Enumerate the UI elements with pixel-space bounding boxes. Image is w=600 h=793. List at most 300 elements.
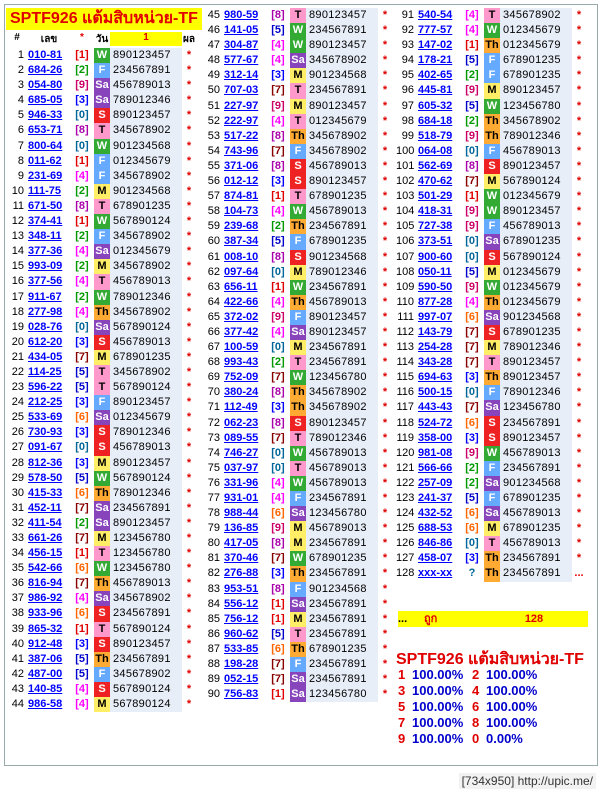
result-mark: * xyxy=(382,446,388,459)
table-row xyxy=(202,521,392,536)
digit-badge: [5] xyxy=(465,99,479,112)
table-row xyxy=(396,219,586,234)
lot-number-link[interactable]: 112-49 xyxy=(224,401,258,414)
row-number: 55 xyxy=(207,159,220,172)
day-badge: M xyxy=(290,265,306,280)
digit-badge: [2] xyxy=(75,184,89,197)
number-set: 012345679 xyxy=(500,265,572,280)
lot-number-link[interactable]: 387-34 xyxy=(224,235,259,248)
number-set: 567890124 xyxy=(500,174,572,189)
stat-key: 1 xyxy=(398,667,406,682)
table-row xyxy=(6,93,196,108)
lot-number-link[interactable]: 374-41 xyxy=(28,215,63,228)
lot-number-link[interactable]: 653-71 xyxy=(28,124,63,137)
lot-number-link[interactable]: 348-11 xyxy=(28,230,62,243)
lot-number-link[interactable]: 756-12 xyxy=(224,612,259,625)
day-badge: M xyxy=(290,68,306,83)
table-row xyxy=(396,461,586,476)
day-badge: W xyxy=(290,280,306,295)
lot-number-link[interactable]: 028-76 xyxy=(28,320,63,333)
table-row xyxy=(6,561,196,576)
digit-badge: [3] xyxy=(271,175,285,188)
digit-badge: [3] xyxy=(271,401,285,414)
day-badge: Sa xyxy=(484,506,500,521)
result-mark: * xyxy=(186,441,192,454)
result-mark: * xyxy=(576,24,582,37)
table-row xyxy=(202,204,392,219)
table-row xyxy=(202,8,392,23)
day-badge: T xyxy=(94,123,110,138)
day-badge: M xyxy=(94,259,110,274)
result-mark: * xyxy=(576,461,582,474)
lot-number-link[interactable]: 432-52 xyxy=(418,507,453,520)
lot-number-link[interactable]: 370-46 xyxy=(224,552,259,565)
number-set: 345678902 xyxy=(306,53,378,68)
digit-badge: [4] xyxy=(465,295,479,308)
table-row xyxy=(396,265,586,280)
table-row xyxy=(396,204,586,219)
lot-number-link[interactable]: 707-03 xyxy=(224,84,259,97)
day-badge: Th xyxy=(290,642,306,657)
lot-number-link[interactable]: 933-96 xyxy=(28,607,63,620)
row-number: 105 xyxy=(396,220,415,233)
digit-badge: [1] xyxy=(465,190,479,203)
table-row xyxy=(396,536,586,551)
lot-number-link[interactable]: 980-59 xyxy=(224,9,259,21)
digit-badge: [5] xyxy=(75,652,89,665)
row-number: 75 xyxy=(207,461,220,474)
digit-badge: [5] xyxy=(271,24,285,37)
row-number: 56 xyxy=(207,175,220,188)
row-number: 37 xyxy=(11,592,24,605)
lot-number-link[interactable]: xxx-xx xyxy=(418,567,453,580)
lot-number-link[interactable]: 411-54 xyxy=(28,516,62,529)
row-number: 27 xyxy=(11,441,24,454)
day-badge: T xyxy=(290,8,306,23)
lot-number-link[interactable]: 222-97 xyxy=(224,114,259,127)
lot-number-link[interactable]: 227-97 xyxy=(224,99,259,112)
day-badge: Sa xyxy=(484,476,500,491)
lot-number-link[interactable]: 458-07 xyxy=(418,552,453,565)
result-mark: * xyxy=(186,682,192,695)
lot-number-link[interactable]: 147-02 xyxy=(418,39,453,52)
lot-number-link[interactable]: 276-88 xyxy=(224,567,259,580)
lot-number-link[interactable]: 114-25 xyxy=(28,365,62,378)
number-set: 234567891 xyxy=(306,280,378,295)
number-set: 234567891 xyxy=(306,597,378,612)
lot-number-link[interactable]: 988-44 xyxy=(224,507,259,520)
row-number: 124 xyxy=(396,507,415,520)
lot-number-link[interactable]: 331-96 xyxy=(224,476,259,489)
lot-number-link[interactable]: 010-81 xyxy=(28,49,63,61)
lot-number-link[interactable]: 443-43 xyxy=(418,401,453,414)
digit-badge: [3] xyxy=(75,335,89,348)
day-badge: Th xyxy=(290,295,306,310)
number-set: 890123457 xyxy=(110,395,182,410)
lot-number-link[interactable]: 816-94 xyxy=(28,577,63,590)
lot-number-link[interactable]: 062-23 xyxy=(224,416,259,429)
result-mark: * xyxy=(382,39,388,52)
result-mark: * xyxy=(186,471,192,484)
lot-number-link[interactable]: 100-59 xyxy=(224,341,259,354)
lot-number-link[interactable]: 239-68 xyxy=(224,220,259,233)
lot-number-link[interactable]: 577-67 xyxy=(224,54,259,67)
number-set: 456789013 xyxy=(500,506,572,521)
number-set: 123456780 xyxy=(306,506,378,521)
number-set: 678901235 xyxy=(306,189,378,204)
table-row xyxy=(202,627,392,642)
lot-number-link[interactable]: 418-31 xyxy=(418,205,453,218)
day-badge: T xyxy=(484,8,500,23)
result-mark: * xyxy=(576,295,582,308)
lot-number-link[interactable]: 612-20 xyxy=(28,335,63,348)
lot-number-link[interactable]: 986-58 xyxy=(28,698,63,711)
number-set: 890123457 xyxy=(110,456,182,471)
row-number: 48 xyxy=(207,54,220,67)
lot-number-link[interactable]: 800-64 xyxy=(28,139,63,152)
lot-number-link[interactable]: 746-27 xyxy=(224,446,259,459)
digit-badge: [7] xyxy=(465,175,479,188)
day-badge: M xyxy=(290,99,306,114)
result-mark: * xyxy=(186,260,192,273)
lot-number-link[interactable]: 501-29 xyxy=(418,190,453,203)
row-number: 29 xyxy=(11,471,24,484)
row-number: 85 xyxy=(207,612,220,625)
lot-number-link[interactable]: 684-26 xyxy=(28,64,63,77)
table-row xyxy=(396,234,586,249)
lot-number-link[interactable]: 312-14 xyxy=(224,69,259,82)
day-badge: F xyxy=(94,229,110,244)
number-set: 012345679 xyxy=(110,244,182,259)
digit-badge: [3] xyxy=(465,552,479,565)
table-row xyxy=(6,637,196,652)
row-number: 39 xyxy=(11,622,24,635)
lot-number-link[interactable]: 562-69 xyxy=(418,159,453,172)
row-number: 90 xyxy=(207,688,220,701)
result-mark: * xyxy=(382,537,388,550)
lot-number-link[interactable]: 254-28 xyxy=(418,341,453,354)
number-set: 678901235 xyxy=(306,551,378,566)
lot-number-link[interactable]: 445-81 xyxy=(418,84,453,97)
result-mark: * xyxy=(576,507,582,520)
lot-number-link[interactable]: 812-36 xyxy=(28,456,63,469)
number-set: 890123457 xyxy=(110,48,182,63)
row-number: 92 xyxy=(401,24,414,37)
lot-number-link[interactable]: 011-62 xyxy=(28,154,62,167)
digit-badge: [1] xyxy=(271,597,285,610)
lot-number-link[interactable]: 960-62 xyxy=(224,627,259,640)
lot-number-link[interactable]: 372-02 xyxy=(224,310,259,323)
lot-number-link[interactable]: 533-69 xyxy=(28,411,63,424)
lot-number-link[interactable]: 415-33 xyxy=(28,486,63,499)
result-mark: * xyxy=(576,190,582,203)
lot-number-link[interactable]: 178-21 xyxy=(418,54,453,67)
row-number: 69 xyxy=(207,371,220,384)
row-number: 13 xyxy=(11,230,24,243)
number-set: 234567891 xyxy=(306,536,378,551)
table-row xyxy=(396,114,586,129)
lot-number-link[interactable]: 542-66 xyxy=(28,562,63,575)
number-set: 234567891 xyxy=(306,355,378,370)
table-row xyxy=(202,506,392,521)
day-badge: M xyxy=(290,521,306,536)
row-number: 1 xyxy=(17,49,24,61)
digit-badge: [2] xyxy=(75,516,89,529)
row-number: 20 xyxy=(11,335,24,348)
digit-badge: [3] xyxy=(75,426,89,439)
row-number: 30 xyxy=(11,486,24,499)
lot-number-link[interactable]: 380-24 xyxy=(224,386,259,399)
number-set: 678901235 xyxy=(500,234,572,249)
lot-number-link[interactable]: 422-66 xyxy=(224,295,259,308)
row-number: 53 xyxy=(207,129,220,142)
lot-number-link[interactable]: 518-79 xyxy=(418,129,453,142)
row-number: 111 xyxy=(397,310,414,323)
day-badge: Th xyxy=(484,566,500,581)
lot-number-link[interactable]: 470-62 xyxy=(418,175,453,188)
day-badge: Th xyxy=(484,295,500,310)
lot-number-link[interactable]: 931-01 xyxy=(224,492,259,504)
lot-number-link[interactable]: 846-86 xyxy=(418,537,453,550)
number-set: 345678902 xyxy=(110,667,182,682)
lot-number-link[interactable]: 343-28 xyxy=(418,356,453,369)
row-number: 24 xyxy=(11,396,24,409)
lot-number-link[interactable]: 371-06 xyxy=(224,159,259,172)
result-mark: * xyxy=(576,325,582,338)
day-badge: Th xyxy=(484,551,500,566)
header-star: * xyxy=(80,32,84,43)
row-number: 77 xyxy=(207,492,220,504)
lot-number-link[interactable]: 373-51 xyxy=(418,235,453,248)
table-row xyxy=(396,370,586,385)
lot-number-link[interactable]: 911-67 xyxy=(28,290,62,303)
lot-number-link[interactable]: 136-85 xyxy=(224,522,259,535)
day-badge: F xyxy=(484,219,500,234)
stat-key: 0 xyxy=(472,731,480,746)
lot-number-link[interactable]: 756-83 xyxy=(224,688,259,701)
digit-badge: [6] xyxy=(465,507,479,520)
number-set: 234567891 xyxy=(110,652,182,667)
lot-number-link[interactable]: 402-65 xyxy=(418,69,453,82)
lot-number-link[interactable]: 684-18 xyxy=(418,114,453,127)
table-row xyxy=(6,78,196,93)
table-row xyxy=(202,461,392,476)
lot-number-link[interactable]: 304-87 xyxy=(224,39,259,52)
table-row xyxy=(202,129,392,144)
lot-number-link[interactable]: 993-43 xyxy=(224,356,259,369)
number-set: 456789013 xyxy=(306,159,378,174)
table-row xyxy=(396,416,586,431)
lot-number-link[interactable]: 104-73 xyxy=(224,205,259,218)
digit-badge: [0] xyxy=(271,265,285,278)
digit-badge: [6] xyxy=(465,310,479,323)
row-number: 45 xyxy=(207,9,220,21)
lot-number-link[interactable]: 452-11 xyxy=(28,501,62,514)
row-number: 50 xyxy=(207,84,220,97)
result-mark: * xyxy=(186,245,192,258)
lot-number-link[interactable]: 596-22 xyxy=(28,381,63,394)
lot-number-link[interactable]: 953-51 xyxy=(224,582,259,595)
table-row xyxy=(396,340,586,355)
table-row xyxy=(202,431,392,446)
lot-number-link[interactable]: 417-05 xyxy=(224,537,259,550)
lot-number-link[interactable]: 566-66 xyxy=(418,461,453,474)
day-badge: Sa xyxy=(94,501,110,516)
lot-number-link[interactable]: 517-22 xyxy=(224,129,259,142)
lot-number-link[interactable]: 986-92 xyxy=(28,592,63,605)
digit-badge: [3] xyxy=(271,567,285,580)
number-set: 890123457 xyxy=(306,325,378,340)
lot-number-link[interactable]: 487-00 xyxy=(28,667,63,680)
lot-number-link[interactable]: 688-53 xyxy=(418,522,453,535)
lot-number-link[interactable]: 656-11 xyxy=(224,280,258,293)
lot-number-link[interactable]: 540-54 xyxy=(418,9,453,21)
lot-number-link[interactable]: 981-08 xyxy=(418,446,453,459)
lot-number-link[interactable]: 358-00 xyxy=(418,431,453,444)
lot-number-link[interactable]: 064-08 xyxy=(418,144,453,157)
lot-number-link[interactable]: 052-15 xyxy=(224,673,259,686)
lot-number-link[interactable]: 008-10 xyxy=(224,250,259,263)
lot-number-link[interactable]: 874-81 xyxy=(224,190,259,203)
lot-number-link[interactable]: 500-15 xyxy=(418,386,453,399)
lot-number-link[interactable]: 377-56 xyxy=(28,275,63,288)
lot-number-link[interactable]: 777-57 xyxy=(418,24,453,37)
row-number: 57 xyxy=(207,190,220,203)
lot-number-link[interactable]: 198-28 xyxy=(224,658,259,671)
row-number: 28 xyxy=(11,456,24,469)
header-one: 1 xyxy=(110,32,182,46)
digit-badge: [3] xyxy=(465,431,479,444)
lot-number-link[interactable]: 997-07 xyxy=(418,310,453,323)
result-mark: * xyxy=(186,169,192,182)
table-row xyxy=(202,38,392,53)
lot-number-link[interactable]: 685-05 xyxy=(28,94,63,107)
day-badge: F xyxy=(94,395,110,410)
header-result: ผล xyxy=(183,34,195,45)
lot-number-link[interactable]: 661-26 xyxy=(28,532,63,544)
table-row xyxy=(6,606,196,621)
header-lot: เลข xyxy=(40,34,58,45)
lot-number-link[interactable]: 241-37 xyxy=(418,492,453,504)
lot-number-link[interactable]: 671-50 xyxy=(28,199,63,212)
day-badge: S xyxy=(94,606,110,621)
lot-number-link[interactable]: 257-09 xyxy=(418,476,453,489)
lot-number-link[interactable]: 900-60 xyxy=(418,250,453,263)
digit-badge: [9] xyxy=(271,99,285,112)
digit-badge: [8] xyxy=(271,537,285,550)
lot-number-link[interactable]: 605-32 xyxy=(418,99,453,112)
lot-number-link[interactable]: 694-63 xyxy=(418,371,453,384)
digit-badge: [3] xyxy=(465,371,479,384)
row-number: 108 xyxy=(396,265,415,278)
digit-badge: [8] xyxy=(271,416,285,429)
stat-value: 100.00% xyxy=(486,667,538,682)
day-badge: M xyxy=(94,456,110,471)
result-mark: * xyxy=(186,350,192,363)
lot-number-link[interactable]: 140-85 xyxy=(28,682,63,695)
number-set: 890123457 xyxy=(306,38,378,53)
result-mark: * xyxy=(186,667,192,680)
lot-number-link[interactable]: 578-50 xyxy=(28,471,63,484)
number-set: 890123457 xyxy=(306,174,378,189)
lot-number-link[interactable]: 912-48 xyxy=(28,637,63,650)
result-mark: * xyxy=(186,577,192,590)
lot-number-link[interactable]: 377-42 xyxy=(224,325,259,338)
lot-number-link[interactable]: 097-64 xyxy=(224,265,259,278)
row-number: 22 xyxy=(11,365,24,378)
lot-number-link[interactable]: 877-28 xyxy=(418,295,453,308)
digit-badge: [4] xyxy=(75,245,89,258)
digit-badge: [4] xyxy=(271,39,285,52)
number-set: 789012346 xyxy=(110,93,182,108)
lot-number-link[interactable]: 556-12 xyxy=(224,597,259,610)
lot-number-link[interactable]: 277-98 xyxy=(28,305,63,318)
lot-number-link[interactable]: 865-32 xyxy=(28,622,63,635)
lot-number-link[interactable]: 730-93 xyxy=(28,426,63,439)
lot-number-link[interactable]: 050-11 xyxy=(418,265,452,278)
digit-badge: [4] xyxy=(75,698,89,711)
lot-number-link[interactable]: 212-25 xyxy=(28,396,63,409)
digit-badge: [2] xyxy=(75,290,89,303)
digit-badge: [3] xyxy=(75,94,89,107)
lot-number-link[interactable]: 434-05 xyxy=(28,350,63,363)
lot-number-link[interactable]: 590-50 xyxy=(418,280,453,293)
lot-number-link[interactable]: 054-80 xyxy=(28,79,63,92)
result-mark: * xyxy=(382,476,388,489)
lot-number-link[interactable]: 091-67 xyxy=(28,441,63,454)
number-set: 789012346 xyxy=(110,425,182,440)
row-number: 11 xyxy=(12,199,24,212)
digit-badge: [6] xyxy=(75,562,89,575)
number-set: 012345679 xyxy=(500,189,572,204)
stats-row xyxy=(398,667,588,683)
lot-number-link[interactable]: 141-05 xyxy=(224,24,259,37)
lot-number-link[interactable]: 946-33 xyxy=(28,109,63,122)
digit-badge: [7] xyxy=(271,84,285,97)
digit-badge: [0] xyxy=(465,250,479,263)
lot-number-link[interactable]: 524-72 xyxy=(418,416,453,429)
lot-number-link[interactable]: 037-97 xyxy=(224,461,259,474)
lot-number-link[interactable]: 089-55 xyxy=(224,431,259,444)
lot-number-link[interactable]: 743-96 xyxy=(224,144,259,157)
digit-badge: [4] xyxy=(75,305,89,318)
lot-number-link[interactable]: 993-09 xyxy=(28,260,63,273)
lot-number-link[interactable]: 727-38 xyxy=(418,220,453,233)
table-row xyxy=(6,501,196,516)
lot-number-link[interactable]: 012-12 xyxy=(224,175,259,188)
lot-number-link[interactable]: 143-79 xyxy=(418,325,453,338)
lot-number-link[interactable]: 752-09 xyxy=(224,371,259,384)
number-set: 234567891 xyxy=(306,23,378,38)
row-number: 32 xyxy=(11,516,24,529)
lot-number-link[interactable]: 387-06 xyxy=(28,652,63,665)
digit-badge: ? xyxy=(468,567,476,580)
table-row xyxy=(6,486,196,501)
stats-row xyxy=(398,699,588,715)
lot-number-link[interactable]: 111-75 xyxy=(28,184,62,197)
row-number: 58 xyxy=(207,205,220,218)
row-number: 31 xyxy=(11,501,24,514)
digit-badge: [5] xyxy=(75,471,89,484)
digit-badge: [3] xyxy=(75,396,89,409)
number-set: 345678902 xyxy=(306,385,378,400)
lot-number-link[interactable]: 456-15 xyxy=(28,547,63,560)
lot-number-link[interactable]: 533-85 xyxy=(224,642,259,655)
table-row xyxy=(202,189,392,204)
lot-number-link[interactable]: 377-36 xyxy=(28,245,63,258)
summary-count: 128 xyxy=(524,613,544,625)
lot-number-link[interactable]: 231-69 xyxy=(28,169,63,182)
